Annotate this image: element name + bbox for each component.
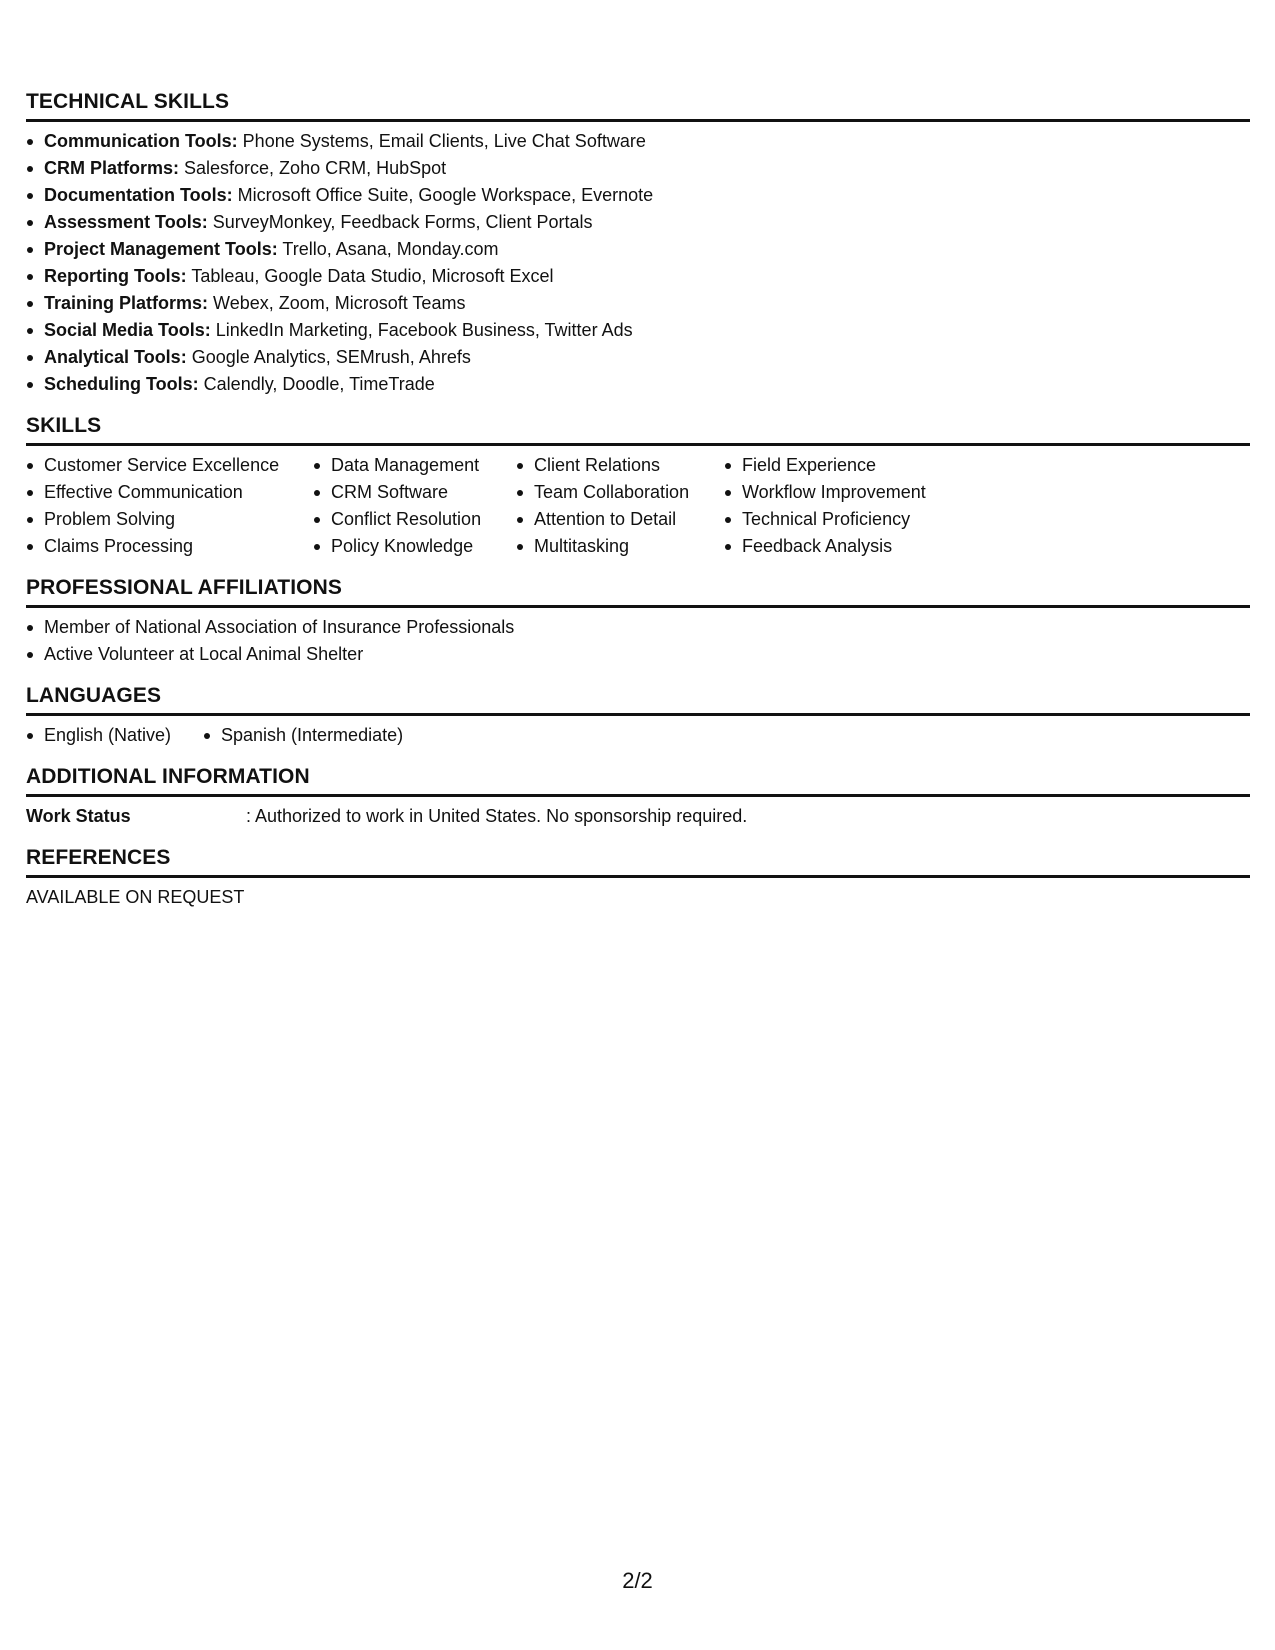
section-gap — [26, 398, 1250, 414]
skills-heading: SKILLS — [26, 414, 1250, 446]
skills-column-2 — [313, 452, 516, 560]
skill-item: Attention to Detail — [516, 506, 724, 533]
technical-skills-section — [26, 90, 1250, 398]
skill-item: CRM Software — [313, 479, 516, 506]
technical-skill-item — [26, 236, 1250, 263]
technical-skill-item — [26, 128, 1250, 155]
technical-skill-item — [26, 344, 1250, 371]
technical-skill-item — [26, 263, 1250, 290]
technical-skill-label: Project Management Tools: — [44, 239, 278, 259]
affiliations-section — [26, 576, 1250, 668]
section-gap — [26, 749, 1250, 765]
technical-skills-heading: TECHNICAL SKILLS — [26, 90, 1250, 122]
work-status-row — [26, 797, 1250, 830]
skill-item: Data Management — [313, 452, 516, 479]
technical-skill-value: Salesforce, Zoho CRM, HubSpot — [179, 158, 447, 178]
languages-row — [26, 716, 1250, 749]
skill-item: Effective Communication — [26, 479, 313, 506]
languages-column-2 — [203, 722, 403, 749]
languages-heading: LANGUAGES — [26, 684, 1250, 716]
technical-skill-item — [26, 209, 1250, 236]
affiliation-item: Active Volunteer at Local Animal Shelter — [26, 641, 1250, 668]
skills-column-1 — [26, 452, 313, 560]
language-item: Spanish (Intermediate) — [203, 722, 403, 749]
skills-section — [26, 414, 1250, 560]
skill-item: Conflict Resolution — [313, 506, 516, 533]
technical-skill-value: Microsoft Office Suite, Google Workspace, Evernote — [232, 185, 654, 205]
skill-item: Team Collaboration — [516, 479, 724, 506]
technical-skill-item — [26, 182, 1250, 209]
skills-column-3 — [516, 452, 724, 560]
skill-item: Workflow Improvement — [724, 479, 964, 506]
page-number: 2/2 — [622, 1568, 653, 1593]
technical-skill-label: Communication Tools: — [44, 131, 238, 151]
additional-info-heading: ADDITIONAL INFORMATION — [26, 765, 1250, 797]
technical-skill-item — [26, 317, 1250, 344]
skills-column-4 — [724, 452, 964, 560]
technical-skill-label: Social Media Tools: — [44, 320, 211, 340]
technical-skill-label: Reporting Tools: — [44, 266, 187, 286]
technical-skill-value: Tableau, Google Data Studio, Microsoft Excel — [186, 266, 554, 286]
skill-item: Technical Proficiency — [724, 506, 964, 533]
skill-item: Problem Solving — [26, 506, 313, 533]
technical-skill-value: SurveyMonkey, Feedback Forms, Client Portals — [207, 212, 593, 232]
technical-skill-value: Phone Systems, Email Clients, Live Chat Software — [237, 131, 646, 151]
technical-skill-value: LinkedIn Marketing, Facebook Business, Twitter Ads — [210, 320, 633, 340]
technical-skill-label: Scheduling Tools: — [44, 374, 199, 394]
references-section — [26, 846, 1250, 911]
skill-item: Client Relations — [516, 452, 724, 479]
references-heading: REFERENCES — [26, 846, 1250, 878]
technical-skills-list — [26, 122, 1250, 398]
languages-section — [26, 684, 1250, 749]
section-gap — [26, 560, 1250, 576]
technical-skill-value: Trello, Asana, Monday.com — [277, 239, 499, 259]
languages-column-1 — [26, 722, 203, 749]
technical-skill-item — [26, 371, 1250, 398]
language-item: English (Native) — [26, 722, 203, 749]
skill-item: Feedback Analysis — [724, 533, 964, 560]
skill-item: Field Experience — [724, 452, 964, 479]
skill-item: Customer Service Excellence — [26, 452, 313, 479]
technical-skill-value: Webex, Zoom, Microsoft Teams — [208, 293, 466, 313]
affiliations-list — [26, 608, 1250, 668]
skill-item: Claims Processing — [26, 533, 313, 560]
work-status-label: Work Status — [26, 806, 131, 826]
affiliations-heading: PROFESSIONAL AFFILIATIONS — [26, 576, 1250, 608]
technical-skill-label: Analytical Tools: — [44, 347, 187, 367]
section-gap — [26, 668, 1250, 684]
resume-page — [26, 90, 1250, 911]
technical-skill-value: Google Analytics, SEMrush, Ahrefs — [186, 347, 471, 367]
technical-skill-item — [26, 290, 1250, 317]
work-status-value: : Authorized to work in United States. No sponsorship required. — [246, 806, 748, 826]
technical-skill-label: Training Platforms: — [44, 293, 209, 313]
technical-skill-label: Assessment Tools: — [44, 212, 208, 232]
technical-skill-item — [26, 155, 1250, 182]
additional-info-section — [26, 765, 1250, 830]
section-gap — [26, 830, 1250, 846]
technical-skill-label: Documentation Tools: — [44, 185, 233, 205]
affiliation-item: Member of National Association of Insurance Professionals — [26, 614, 1250, 641]
skill-item: Multitasking — [516, 533, 724, 560]
technical-skill-label: CRM Platforms: — [44, 158, 180, 178]
skill-item: Policy Knowledge — [313, 533, 516, 560]
skills-grid — [26, 446, 1250, 560]
technical-skill-value: Calendly, Doodle, TimeTrade — [198, 374, 435, 394]
references-text: AVAILABLE ON REQUEST — [26, 887, 245, 907]
